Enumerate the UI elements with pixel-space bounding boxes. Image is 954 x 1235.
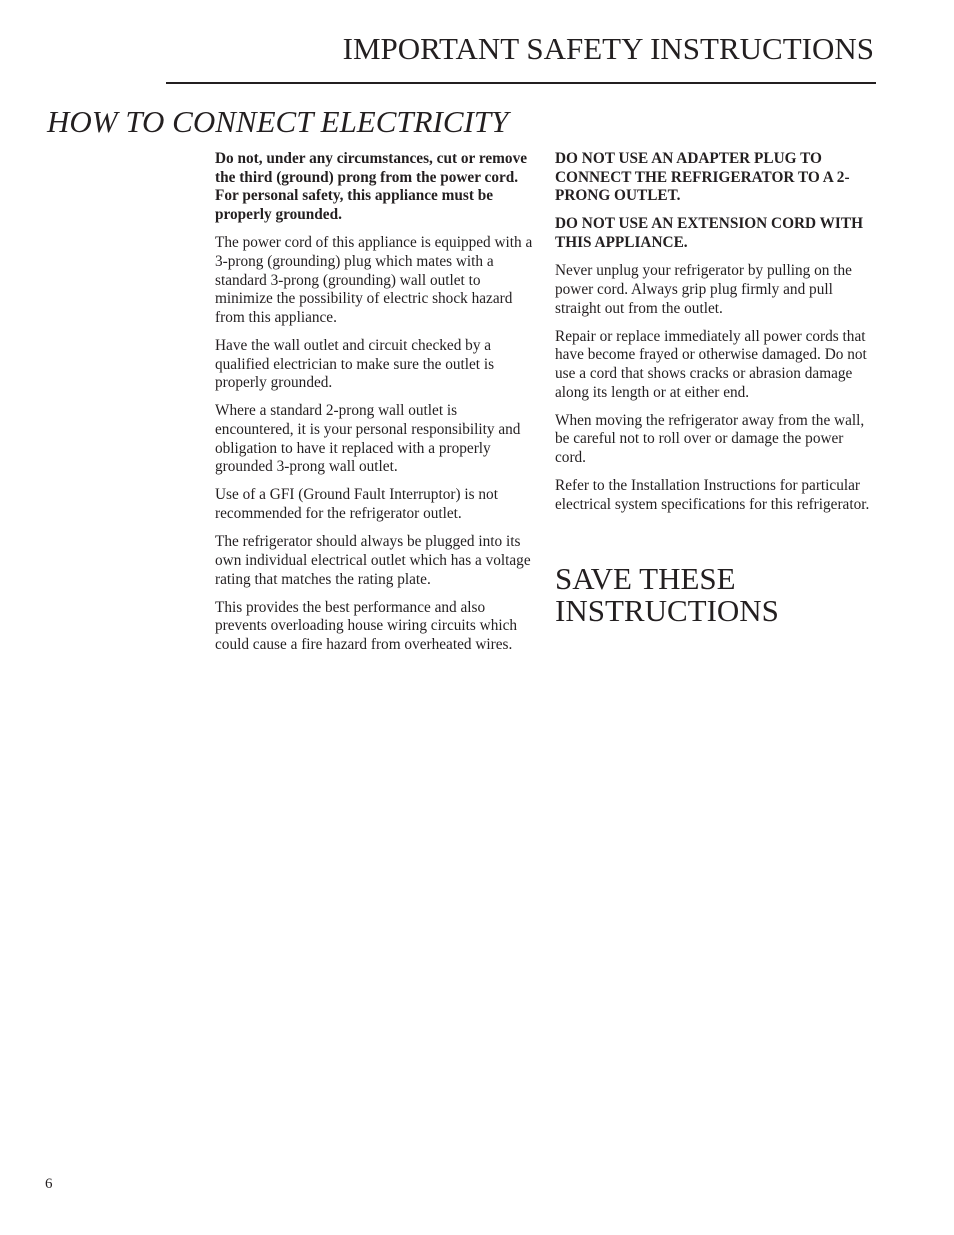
right-column [555, 150, 873, 627]
extension-cord-warning: DO NOT USE AN EXTENSION CORD WITH THIS APPLIANCE. [555, 215, 863, 252]
section-title: HOW TO CONNECT ELECTRICITY [47, 104, 509, 139]
save-instructions-heading [555, 563, 873, 627]
individual-outlet-paragraph: The refrigerator should always be plugged into its own individual electrical outlet which has a voltage rating that matches the rating plate. [215, 533, 531, 588]
two-prong-outlet-paragraph: Where a standard 2-prong wall outlet is encountered, it is your personal responsibility and obligation to have it replaced with a properly grounded 3-prong wall outlet. [215, 402, 521, 476]
damaged-cord-paragraph: Repair or replace immediately all power cords that have become frayed or otherwise damaged. Do not use a cord that shows cracks or abrasion damage along its length or at either end. [555, 327, 867, 401]
unplug-paragraph: Never unplug your refrigerator by pulling on the power cord. Always grip plug firmly and pull straight out from the outlet. [555, 262, 852, 317]
grounding-warning-paragraph: Do not, under any circumstances, cut or remove the third (ground) prong from the power cord. For personal safety, this appliance must be properly grounded. [215, 150, 528, 224]
page-header-title: IMPORTANT SAFETY INSTRUCTIONS [342, 31, 874, 66]
installation-reference-paragraph: Refer to the Installation Instructions for particular electrical system specifications for this refrigerator. [555, 477, 870, 513]
outlet-check-paragraph: Have the wall outlet and circuit checked by a qualified electrician to make sure the outlet is properly grounded. [215, 336, 495, 392]
header-divider [166, 82, 876, 84]
page-number: 6 [45, 1176, 53, 1192]
save-heading-line-2: INSTRUCTIONS [555, 593, 779, 629]
performance-paragraph: This provides the best performance and also prevents overloading house wiring circuits which could cause a fire hazard from overheated wires. [215, 598, 518, 653]
moving-refrigerator-paragraph: When moving the refrigerator away from the wall, be careful not to roll over or damage the power cord. [555, 411, 865, 467]
left-column [215, 150, 537, 664]
save-heading-line-1: SAVE THESE [555, 561, 736, 597]
gfi-paragraph: Use of a GFI (Ground Fault Interruptor) is not recommended for the refrigerator outlet. [215, 486, 498, 523]
power-cord-paragraph: The power cord of this appliance is equipped with a 3-prong (grounding) plug which mates with a standard 3-prong (grounding) wall outlet to minimize the possibility of electric shock hazard from this appliance. [215, 234, 533, 326]
adapter-plug-warning: DO NOT USE AN ADAPTER PLUG TO CONNECT THE REFRIGERATOR TO A 2-PRONG OUTLET. [555, 150, 850, 205]
